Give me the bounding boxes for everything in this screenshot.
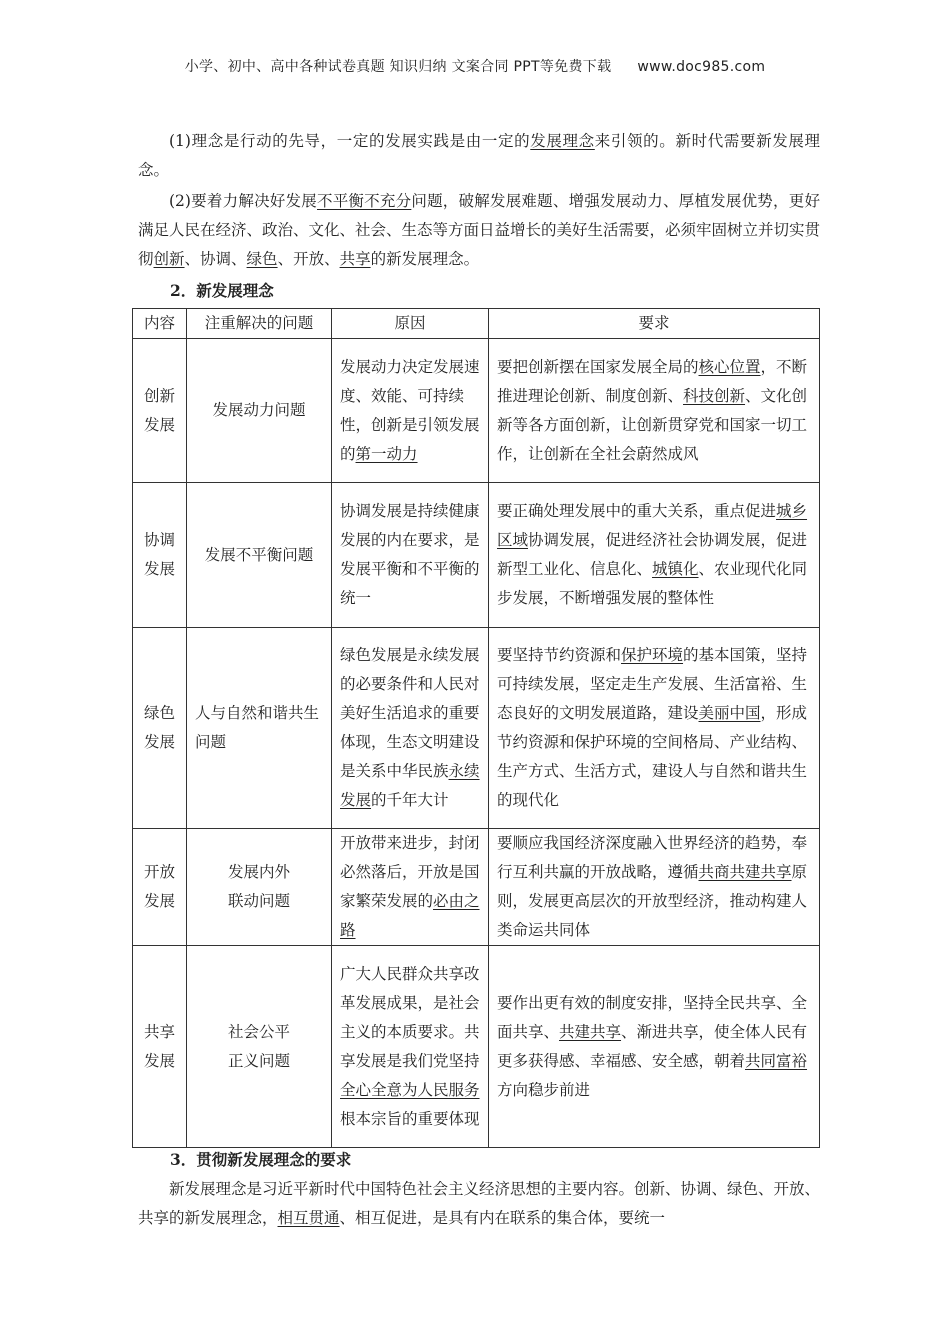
section-2-title: 2．新发展理念 [170, 281, 274, 300]
req-underline-2: 城镇化 [652, 560, 699, 578]
row-name: 绿色发展 [133, 628, 187, 829]
p2-text-b: 问题，破解发展难题、增强发展动力、厚植发展优势，更好满足人民在经济、政治、文化、社会、生态等方面日益增长的美好生活需要，必须牢固树立并切实贯彻 [138, 192, 821, 268]
req-underline-2: 美丽中国 [698, 704, 761, 722]
p2-text-a: (2)要着力解决好发展 [169, 192, 317, 210]
p2-underline-2: 创新 [153, 250, 185, 268]
header-reason: 原因 [332, 309, 489, 339]
reason-underline: 必由之路 [340, 892, 480, 939]
p2-underline-1: 不平衡不充分 [316, 192, 412, 210]
row-requirement: 要把创新摆在国家发展全局的核心位置，不断推进理论创新、制度创新、科技创新、文化创新等各方面创新，让创新贯穿党和国家一切工作，让创新在全社会蔚然成风 [489, 339, 820, 483]
p3-text-a: 新发展理念是习近平新时代中国特色社会主义经济思想的主要内容。创新、协调、绿色、开放、共享的新发展理念， [138, 1180, 821, 1227]
p2-underline-3: 绿色 [246, 250, 278, 268]
p3-underline-1: 相互贯通 [277, 1209, 340, 1227]
row-problem: 发展内外 联动问题 [187, 829, 332, 946]
req-underline-1: 城乡区域 [497, 502, 808, 549]
row-requirement: 要坚持节约资源和保护环境的基本国策，坚持可持续发展，坚定走生产发展、生活富裕、生态良好的文明发展道路，建设美丽中国，形成节约资源和保护环境的空间格局、产业结构、生产方式、生活方式，建设人与自然和谐共生的现代化 [489, 628, 820, 829]
p1-underline-1: 发展理念 [530, 132, 595, 150]
p3-text-b: 、相互促进，是具有内在联系的集合体，要统一 [339, 1209, 666, 1227]
req-underline-2: 共同富裕 [745, 1051, 808, 1070]
p1-text-a: (1)理念是行动的先导，一定的发展实践是由一定的 [169, 132, 531, 150]
row-name: 开放发展 [133, 829, 187, 946]
row-reason: 绿色发展是永续发展的必要条件和人民对美好生活追求的重要体现，生态文明建设是关系中华民族永续发展的千年大计 [332, 628, 489, 829]
header-requirement: 要求 [489, 309, 820, 339]
row-reason: 开放带来进步，封闭必然落后，开放是国家繁荣发展的必由之路 [332, 829, 489, 946]
row-name: 创新发展 [133, 339, 187, 483]
row-problem: 社会公平 正义问题 [187, 946, 332, 1148]
header-site-link[interactable]: www.doc985.com [637, 59, 766, 75]
paragraph-1 [138, 127, 820, 185]
row-reason: 广大人民群众共享改革发展成果，是社会主义的本质要求。共享发展是我们党坚持全心全意为人民服务根本宗旨的重要体现 [332, 946, 489, 1148]
row-name: 协调发展 [133, 483, 187, 628]
section-3-title: 3．贯彻新发展理念的要求 [170, 1150, 352, 1169]
p2-underline-4: 共享 [339, 250, 371, 268]
row-requirement: 要正确处理发展中的重大关系，重点促进城乡区域协调发展，促进经济社会协调发展，促进新型工业化、信息化、城镇化、农业现代化同步发展，不断增强发展的整体性 [489, 483, 820, 628]
reason-underline: 全心全意为人民服务 [340, 1080, 480, 1099]
header-content: 内容 [133, 309, 187, 339]
row-requirement: 要作出更有效的制度安排，坚持全民共享、全面共享、共建共享、渐进共享，使全体人民有更多获得感、幸福感、安全感，朝着共同富裕方向稳步前进 [489, 946, 820, 1148]
paragraph-3 [138, 1175, 820, 1233]
row-name: 共享发展 [133, 946, 187, 1148]
p2-text-e: 的新发展理念。 [370, 250, 480, 268]
req-underline-1: 共建共享 [559, 1022, 622, 1041]
row-problem: 人与自然和谐共生问题 [187, 628, 332, 829]
req-underline-1: 共商共建共享 [698, 863, 792, 881]
reason-underline: 第一动力 [355, 444, 418, 463]
table-row [133, 483, 820, 628]
p2-text-c: 、协调、 [184, 250, 247, 268]
req-underline-2: 科技创新 [683, 386, 746, 405]
page-header [0, 56, 950, 76]
table-row [133, 946, 820, 1148]
reason-underline: 永续发展 [340, 762, 480, 809]
row-problem: 发展动力问题 [187, 339, 332, 483]
header-problem: 注重解决的问题 [187, 309, 332, 339]
req-underline-1: 保护环境 [621, 646, 684, 664]
row-reason: 协调发展是持续健康发展的内在要求，是发展平衡和不平衡的统一 [332, 483, 489, 628]
header-text: 小学、初中、高中各种试卷真题 知识归纳 文案合同 PPT等免费下载 [184, 59, 612, 75]
table-row [133, 829, 820, 946]
req-underline-1: 核心位置 [698, 357, 761, 376]
table-row [133, 339, 820, 483]
new-development-concepts-table [132, 308, 820, 1148]
p2-text-d: 、开放、 [277, 250, 340, 268]
row-reason: 发展动力决定发展速度、效能、可持续性，创新是引领发展的第一动力 [332, 339, 489, 483]
table-row [133, 628, 820, 829]
row-problem: 发展不平衡问题 [187, 483, 332, 628]
row-requirement: 要顺应我国经济深度融入世界经济的趋势，奉行互利共赢的开放战略，遵循共商共建共享原则，发展更高层次的开放型经济，推动构建人类命运共同体 [489, 829, 820, 946]
table-header-row [133, 309, 820, 339]
paragraph-2 [138, 187, 820, 274]
p1-text-b: 来引领的。新时代需要新发展理念。 [138, 132, 820, 179]
